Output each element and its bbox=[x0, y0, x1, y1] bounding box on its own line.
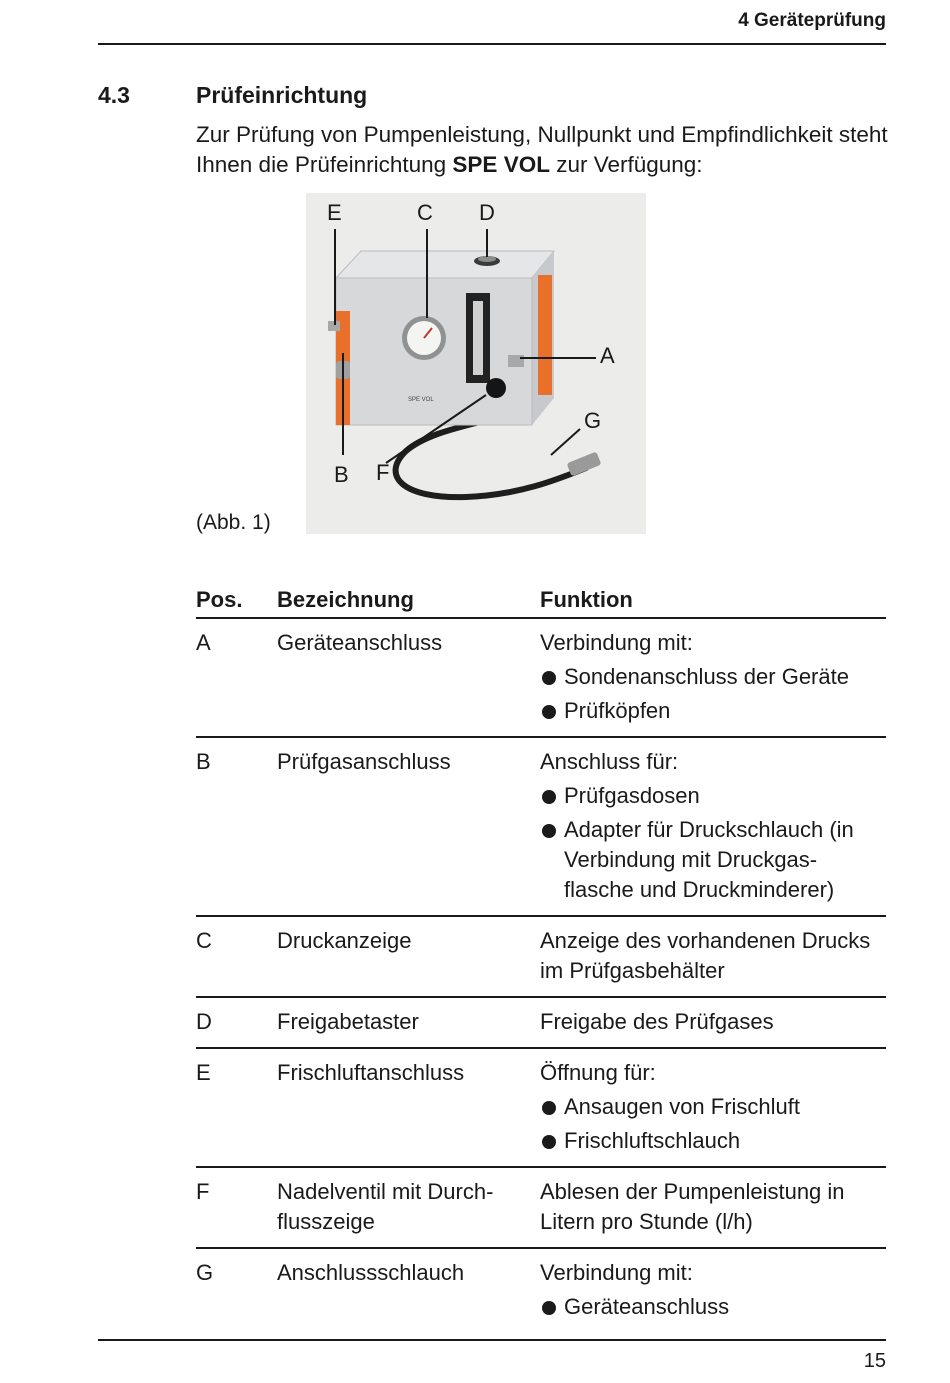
bullet-item: Sondenanschluss der Geräte bbox=[540, 662, 886, 692]
flow-meter-tube bbox=[473, 301, 483, 375]
col-header-function: Funktion bbox=[540, 585, 886, 618]
row-pos: C bbox=[196, 916, 277, 997]
row-function: Freigabe des Prüfgases bbox=[540, 997, 886, 1048]
needle-valve-knob bbox=[486, 378, 506, 398]
bullet-item: Prüfköpfen bbox=[540, 696, 886, 726]
table-row bbox=[196, 997, 886, 1048]
row-pos: B bbox=[196, 737, 277, 916]
figure-caption: (Abb. 1) bbox=[196, 511, 271, 534]
callout-label-a: A bbox=[600, 343, 615, 368]
row-function bbox=[540, 737, 886, 916]
table-row bbox=[196, 737, 886, 916]
col-header-name: Bezeichnung bbox=[277, 585, 540, 618]
row-name: Frischluftanschluss bbox=[277, 1048, 540, 1167]
intro-paragraph bbox=[196, 120, 896, 180]
component-table bbox=[196, 585, 886, 1332]
bullet-item: Adapter für Druckschlauch (in Verbindung mit Druckgas-flasche und Druckminderer) bbox=[540, 815, 886, 905]
page-number: 15 bbox=[863, 1350, 886, 1372]
callout-label-g: G bbox=[584, 408, 602, 433]
bullet-item: Ansaugen von Frischluft bbox=[540, 1092, 886, 1122]
intro-device-name: SPE VOL bbox=[452, 152, 550, 177]
footer-rule bbox=[98, 1339, 886, 1341]
table-row bbox=[196, 618, 886, 737]
function-text: Verbindung mit: bbox=[540, 1260, 693, 1285]
bullet-item: Frischluftschlauch bbox=[540, 1126, 886, 1156]
table-row bbox=[196, 1048, 886, 1167]
function-text: Öffnung für: bbox=[540, 1060, 656, 1085]
row-name: Nadelventil mit Durch-flusszeige bbox=[277, 1167, 540, 1248]
header-rule bbox=[98, 43, 886, 45]
row-pos: G bbox=[196, 1260, 214, 1285]
row-pos: D bbox=[196, 997, 277, 1048]
row-name: Geräteanschluss bbox=[277, 618, 540, 737]
row-pos: F bbox=[196, 1167, 277, 1248]
row-name: Druckanzeige bbox=[277, 916, 540, 997]
table-row bbox=[196, 916, 886, 997]
row-pos: A bbox=[196, 618, 277, 737]
device-connector bbox=[508, 355, 524, 367]
section-number: 4.3 bbox=[98, 82, 130, 108]
function-text: Anschluss für: bbox=[540, 749, 679, 774]
section-title: Prüfeinrichtung bbox=[196, 82, 368, 108]
intro-text-end: zur Verfügung: bbox=[549, 152, 703, 177]
callout-label-b: B bbox=[334, 462, 349, 487]
bullet-item: Prüfgasdosen bbox=[540, 781, 886, 811]
device-label: SPE VOL bbox=[408, 397, 434, 403]
table-row bbox=[196, 1167, 886, 1248]
callout-label-c: C bbox=[417, 200, 433, 225]
callout-label-f: F bbox=[376, 460, 390, 485]
row-function: Anzeige des vorhandenen Drucks im Prüfgasbehälter bbox=[540, 916, 886, 997]
row-function: Ablesen der Pumpenleistung in Litern pro Stunde (l/h) bbox=[540, 1167, 886, 1248]
intro-text-start: Zur Prüfung von Pumpenleistung, Nullpunkt und Empfindlichkeit steht Ihnen die Prüfeinrichtung bbox=[196, 122, 888, 177]
table-header-row bbox=[196, 585, 886, 618]
callout-label-d: D bbox=[479, 200, 495, 225]
row-function bbox=[540, 618, 886, 737]
device-top-face bbox=[336, 251, 554, 278]
device-figure bbox=[306, 193, 646, 534]
row-name: Freigabetaster bbox=[277, 997, 540, 1048]
right-end-cap bbox=[538, 275, 552, 395]
chapter-header: 4 Geräteprüfung bbox=[738, 10, 886, 31]
col-header-pos: Pos. bbox=[196, 585, 277, 618]
callout-label-e: E bbox=[327, 200, 342, 225]
row-name: Anschlussschlauch bbox=[277, 1260, 465, 1285]
row-name: Prüfgasanschluss bbox=[277, 737, 540, 916]
row-function bbox=[540, 1048, 886, 1167]
row-pos: E bbox=[196, 1048, 277, 1167]
table-row bbox=[196, 1248, 886, 1332]
bullet-item: Geräteanschluss bbox=[540, 1292, 886, 1322]
function-text: Verbindung mit: bbox=[540, 630, 693, 655]
row-function bbox=[540, 1248, 886, 1332]
